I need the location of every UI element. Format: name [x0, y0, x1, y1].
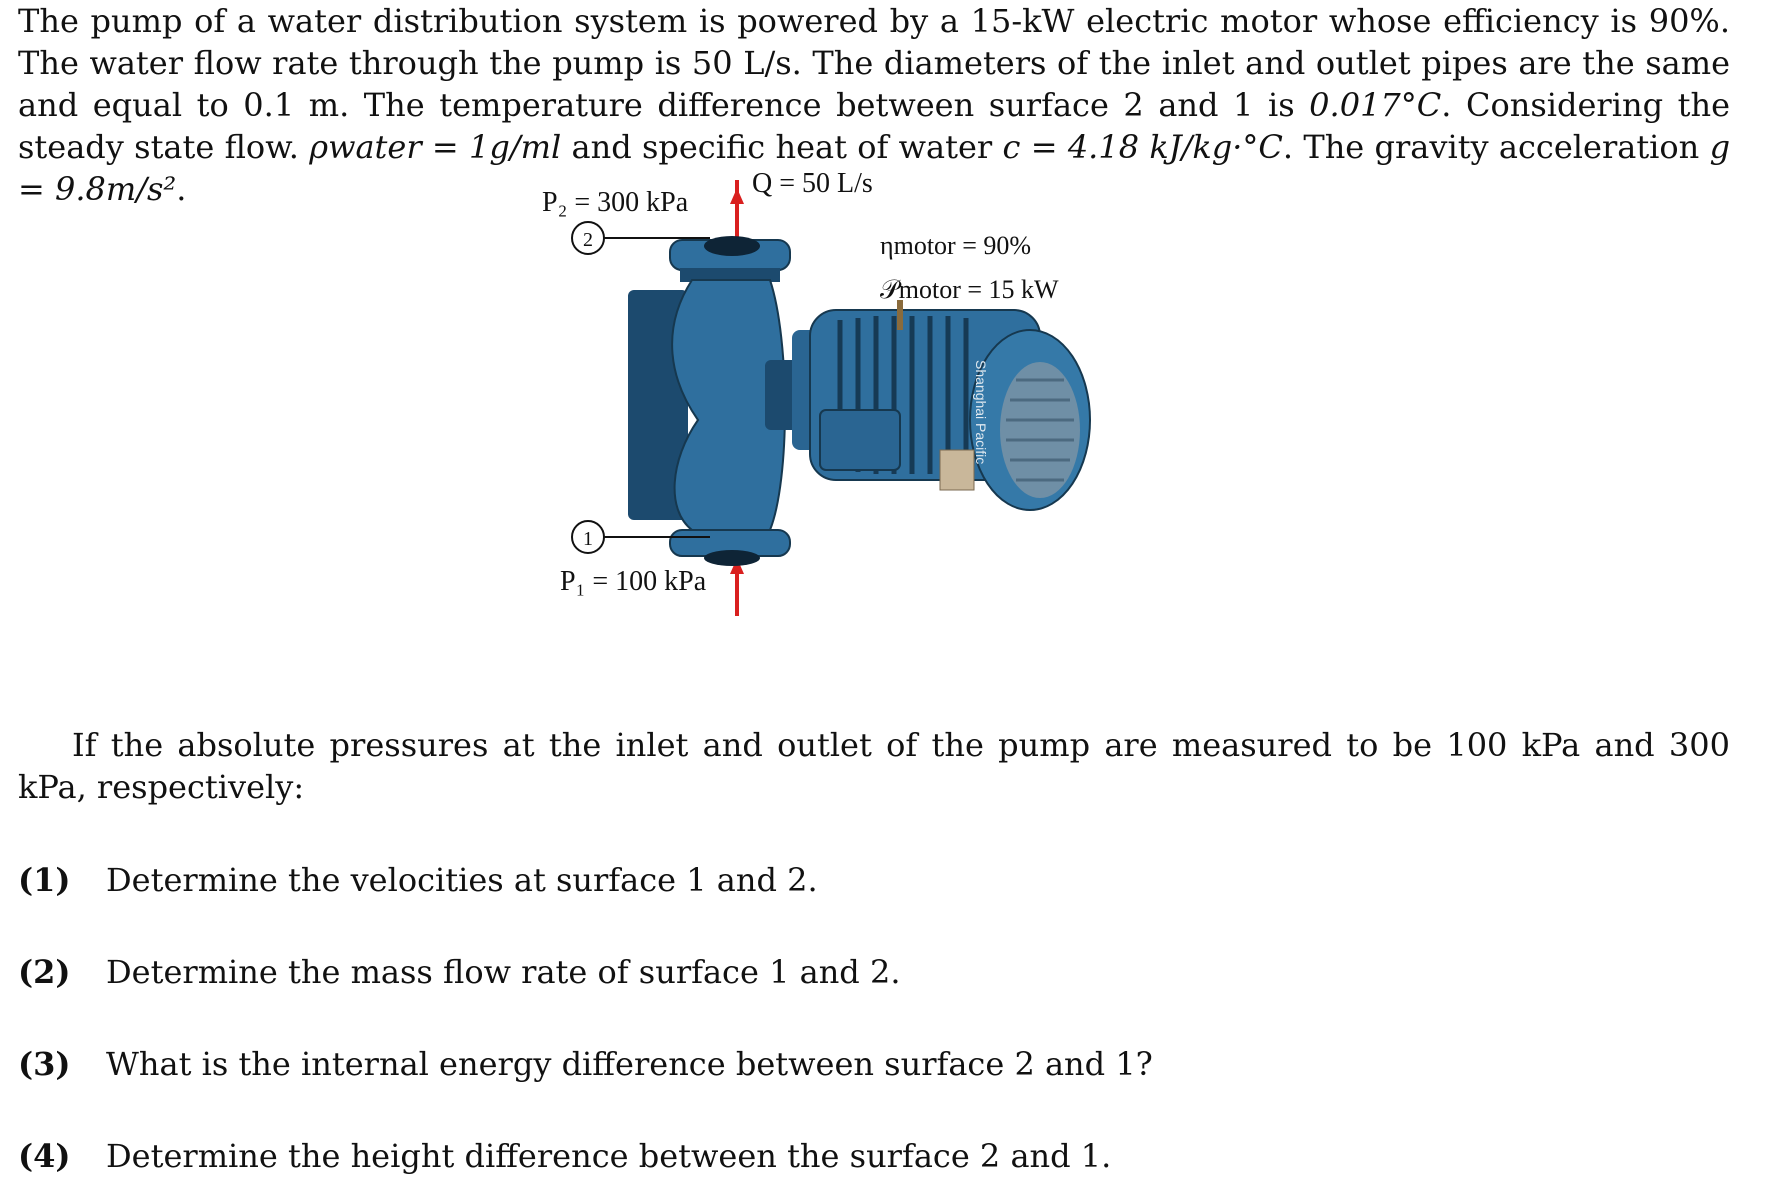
question-1-text: Determine the velocities at surface 1 and 2.	[106, 861, 818, 899]
motor	[810, 300, 1090, 510]
intro-part-e: .	[176, 170, 187, 208]
temp-diff-value: 0.017°C	[1309, 86, 1442, 124]
rho-value: ρwater = 1g/ml	[309, 128, 562, 166]
intro-part-b: . Considering the steady state flow.	[18, 86, 1731, 166]
intro-part-a: The pump of a water distribution system is powered by a 15-kW electric motor whose efficiency is 90%. The water flow rate through the pump is 50 L/s. The diameters of the inlet and outlet pipes are the same and equal to 0.1 m. The temperature difference between surface 2 and 1 is	[18, 2, 1730, 124]
question-4-text: Determine the height difference between the surface 2 and 1.	[106, 1137, 1112, 1175]
brand-text: Shanghai Pacific	[973, 360, 989, 465]
problem-statement	[18, 0, 1730, 210]
inlet-flow-arrow	[730, 558, 744, 616]
question-2-text: Determine the mass flow rate of surface 1 and 2.	[106, 953, 901, 991]
p2-label: P₂ = 300 kPa	[542, 187, 689, 218]
pump-body	[628, 236, 822, 566]
flow-rate-label: Q = 50 L/s	[752, 168, 873, 199]
point-1-label: 1	[583, 528, 593, 550]
outlet-flow-arrow	[730, 180, 744, 238]
g-value: g = 9.8m/s²	[18, 128, 1731, 208]
p1-label: P₁ = 100 kPa	[560, 566, 707, 597]
power-motor-label: 𝒫motor = 15 kW	[880, 275, 1059, 304]
eta-motor-label: ηmotor = 90%	[880, 231, 1032, 260]
c-value: c = 4.18 kJ/kg·°C	[1002, 128, 1283, 166]
question-3-text: What is the internal energy difference between surface 2 and 1?	[106, 1045, 1153, 1083]
pump-figure	[542, 168, 1240, 720]
followup-statement: If the absolute pressures at the inlet and outlet of the pump are measured to be 100 kPa and 300 kPa, respectively:	[18, 726, 1730, 806]
question-2: (2) Determine the mass flow rate of surface 1 and 2.	[18, 953, 901, 991]
intro-part-d: . The gravity acceleration	[1282, 128, 1710, 166]
question-4: (4) Determine the height difference between the surface 2 and 1.	[18, 1137, 1112, 1175]
point-2-label: 2	[583, 229, 593, 251]
question-1: (1) Determine the velocities at surface 1 and 2.	[18, 861, 818, 899]
question-3: (3) What is the internal energy difference between surface 2 and 1?	[18, 1045, 1153, 1083]
intro-part-c: and specific heat of water	[561, 128, 1003, 166]
